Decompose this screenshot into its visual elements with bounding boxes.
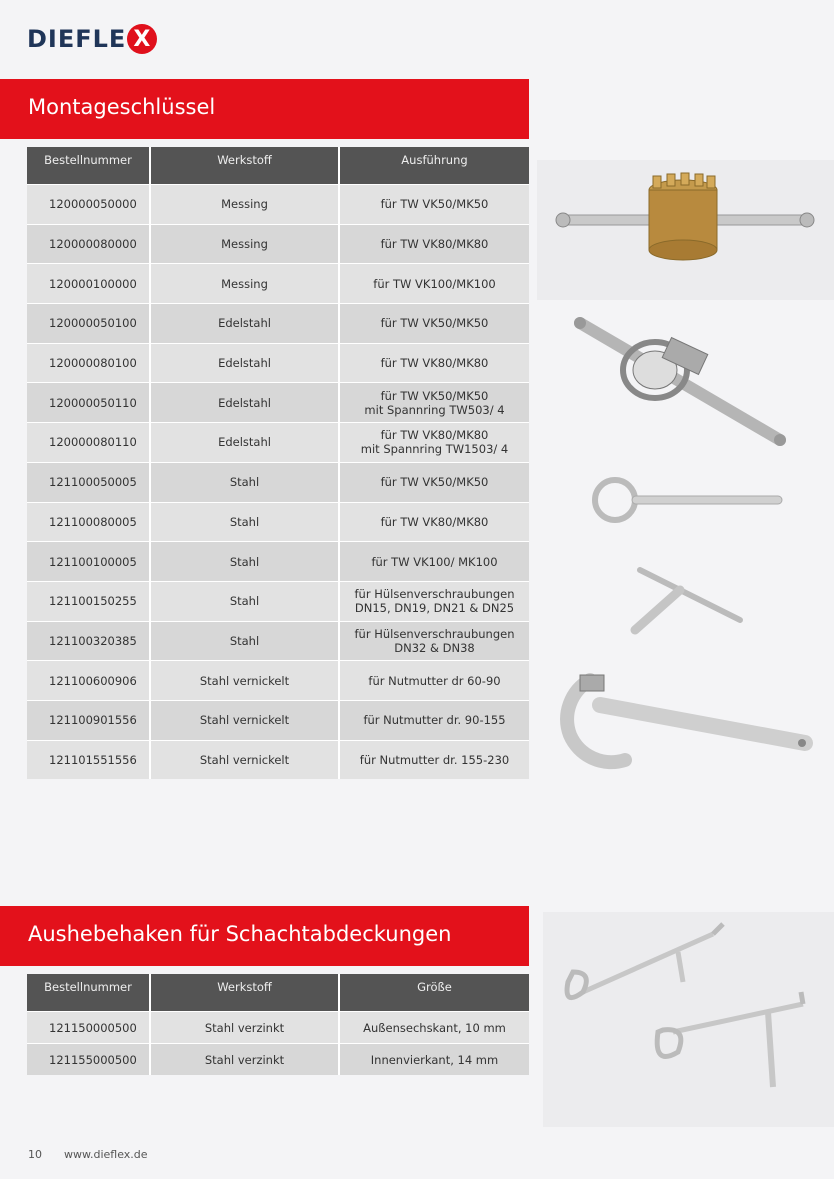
ausfuehrung-cell: Außensechskant, 10 mm — [340, 1011, 529, 1043]
ausfuehrung-cell: für TW VK100/ MK100 — [340, 541, 529, 581]
ausfuehrung-cell: für TW VK50/MK50 — [340, 303, 529, 343]
bestellnummer-cell: 121100050005 — [27, 462, 151, 502]
table-row — [27, 303, 529, 343]
ausfuehrung-cell: für Nutmutter dr. 155-230 — [340, 740, 529, 780]
table-row — [27, 224, 529, 264]
socket-key-image — [620, 565, 750, 640]
lifting-hooks-image — [543, 912, 834, 1127]
brass-spanner-image — [537, 160, 834, 300]
werkstoff-cell: Stahl — [151, 541, 340, 581]
ausfuehrung-cell: für TW VK80/MK80 — [340, 343, 529, 383]
bestellnummer-cell: 121150000500 — [27, 1011, 151, 1043]
table-row — [27, 422, 529, 462]
bestellnummer-cell: 121100600906 — [27, 660, 151, 700]
table-row — [27, 1043, 529, 1075]
werkstoff-cell: Stahl — [151, 581, 340, 621]
ausfuehrung-cell: für Hülsenverschraubungen DN32 & DN38 — [340, 621, 529, 661]
aushebehaken-table — [27, 974, 529, 1075]
werkstoff-cell: Messing — [151, 224, 340, 264]
bestellnummer-cell: 121100901556 — [27, 700, 151, 740]
logo-text: DIEFLE — [27, 25, 127, 53]
col-header-groesse: Größe — [340, 974, 529, 1011]
logo-x-mark: X — [127, 24, 157, 54]
ausfuehrung-cell: für TW VK80/MK80 — [340, 224, 529, 264]
bestellnummer-cell: 121155000500 — [27, 1043, 151, 1075]
col-header-bestellnummer: Bestellnummer — [27, 147, 151, 184]
werkstoff-cell: Stahl — [151, 462, 340, 502]
werkstoff-cell: Stahl verzinkt — [151, 1011, 340, 1043]
ausfuehrung-cell: für TW VK50/MK50 — [340, 462, 529, 502]
table-row — [27, 382, 529, 422]
section-title: Montageschlüssel — [28, 95, 216, 119]
werkstoff-cell: Stahl vernickelt — [151, 740, 340, 780]
ausfuehrung-cell: für Hülsenverschraubungen DN15, DN19, DN21 & DN25 — [340, 581, 529, 621]
table-row — [27, 700, 529, 740]
ausfuehrung-cell: für Nutmutter dr. 90-155 — [340, 700, 529, 740]
steel-ring-spanner-image — [590, 475, 790, 525]
section-title: Aushebehaken für Schachtabdeckungen — [28, 922, 452, 946]
bestellnummer-cell: 120000080000 — [27, 224, 151, 264]
werkstoff-cell: Stahl vernickelt — [151, 700, 340, 740]
ausfuehrung-cell: für TW VK100/MK100 — [340, 263, 529, 303]
werkstoff-cell: Stahl verzinkt — [151, 1043, 340, 1075]
col-header-bestellnummer: Bestellnummer — [27, 974, 151, 1011]
werkstoff-cell: Stahl vernickelt — [151, 660, 340, 700]
werkstoff-cell: Edelstahl — [151, 382, 340, 422]
werkstoff-cell: Messing — [151, 263, 340, 303]
table-row — [27, 263, 529, 303]
ausfuehrung-cell: Innenvierkant, 14 mm — [340, 1043, 529, 1075]
ausfuehrung-cell: für TW VK50/MK50 — [340, 184, 529, 224]
werkstoff-cell: Edelstahl — [151, 422, 340, 462]
bestellnummer-cell: 121100100005 — [27, 541, 151, 581]
ausfuehrung-cell: für TW VK50/MK50 mit Spannring TW503/ 4 — [340, 382, 529, 422]
stainless-spanner-image — [565, 305, 795, 460]
bestellnummer-cell: 121100080005 — [27, 502, 151, 542]
table-row — [27, 343, 529, 383]
ausfuehrung-cell: für Nutmutter dr 60-90 — [340, 660, 529, 700]
hook-spanner-image — [550, 665, 820, 770]
page-footer — [28, 1148, 170, 1161]
section-header-montageschluessel — [0, 79, 529, 139]
bestellnummer-cell: 121100150255 — [27, 581, 151, 621]
werkstoff-cell: Edelstahl — [151, 343, 340, 383]
ausfuehrung-cell: für TW VK80/MK80 — [340, 502, 529, 542]
table-row — [27, 1011, 529, 1043]
bestellnummer-cell: 120000100000 — [27, 263, 151, 303]
table-row — [27, 621, 529, 661]
bestellnummer-cell: 120000050000 — [27, 184, 151, 224]
bestellnummer-cell: 120000050110 — [27, 382, 151, 422]
section-header-aushebehaken — [0, 906, 529, 966]
table-row — [27, 660, 529, 700]
page-number: 10 — [28, 1148, 42, 1161]
table-row — [27, 541, 529, 581]
table-row — [27, 581, 529, 621]
table-row — [27, 462, 529, 502]
table-row — [27, 184, 529, 224]
col-header-werkstoff: Werkstoff — [151, 974, 340, 1011]
werkstoff-cell: Stahl — [151, 621, 340, 661]
werkstoff-cell: Edelstahl — [151, 303, 340, 343]
dieflex-logo — [27, 24, 157, 54]
footer-url: www.dieflex.de — [64, 1148, 148, 1161]
bestellnummer-cell: 120000050100 — [27, 303, 151, 343]
ausfuehrung-cell: für TW VK80/MK80 mit Spannring TW1503/ 4 — [340, 422, 529, 462]
col-header-werkstoff: Werkstoff — [151, 147, 340, 184]
col-header-ausfuehrung: Ausführung — [340, 147, 529, 184]
montageschluessel-table — [27, 147, 529, 779]
bestellnummer-cell: 120000080100 — [27, 343, 151, 383]
bestellnummer-cell: 121101551556 — [27, 740, 151, 780]
table-row — [27, 740, 529, 780]
werkstoff-cell: Stahl — [151, 502, 340, 542]
table-row — [27, 502, 529, 542]
werkstoff-cell: Messing — [151, 184, 340, 224]
bestellnummer-cell: 120000080110 — [27, 422, 151, 462]
bestellnummer-cell: 121100320385 — [27, 621, 151, 661]
